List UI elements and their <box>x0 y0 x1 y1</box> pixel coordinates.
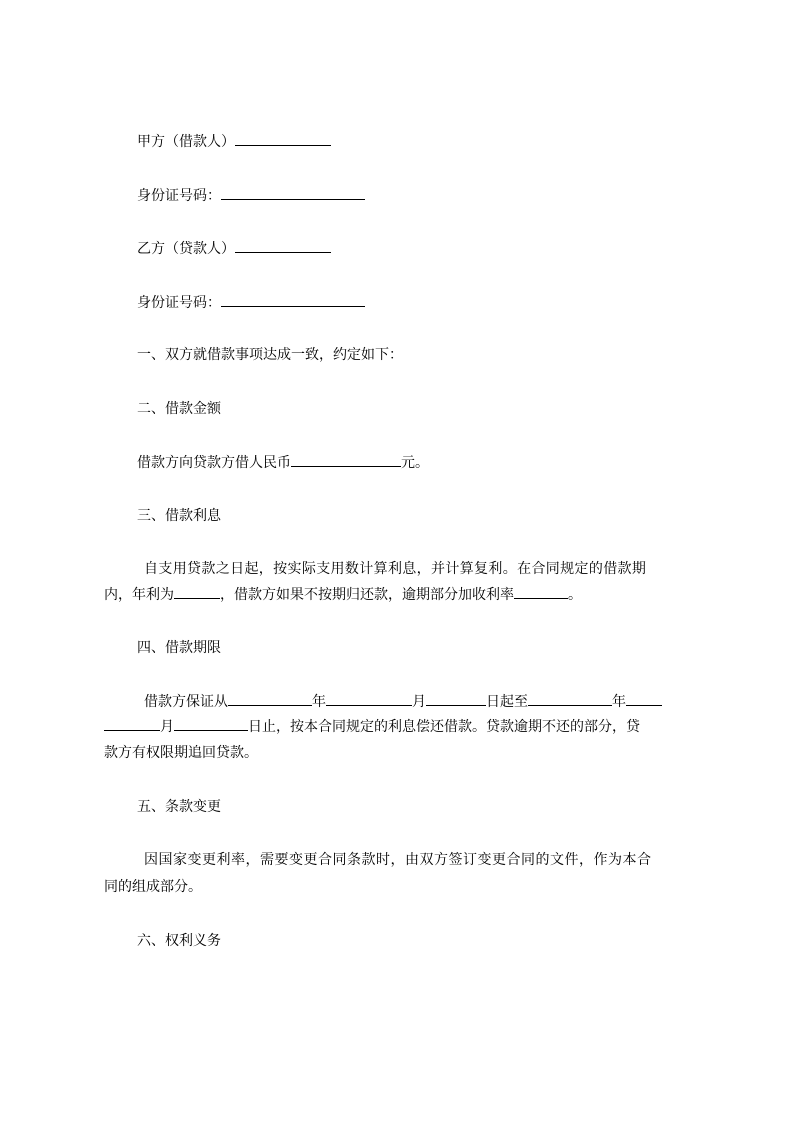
start-month-blank <box>326 691 412 706</box>
loan-amount-blank <box>291 452 401 467</box>
interest-overdue-text: ，借款方如果不按期归还款，逾期部分加收利率 <box>220 587 514 603</box>
section-1-title: 一、双方就借款事项达成一致，约定如下： <box>137 347 403 363</box>
term-from-label: 借款方保证从 <box>144 694 228 710</box>
term-line-3: 款方有权限期追回贷款。 <box>104 745 258 761</box>
section-4-title: 四、借款期限 <box>137 640 221 656</box>
overdue-rate-blank <box>514 584 568 599</box>
end-day-text: 日止，按本合同规定的利息偿还借款。贷款逾期不还的部分，贷 <box>248 719 640 735</box>
section-5-title: 五、条款变更 <box>137 799 221 815</box>
party-a-id-row <box>137 185 365 206</box>
section-2-title: 二、借款金额 <box>137 401 221 417</box>
party-a-row <box>137 131 331 152</box>
end-year-blank <box>528 691 612 706</box>
end-day-blank <box>174 716 248 731</box>
annual-rate-blank <box>174 584 220 599</box>
start-month-label: 月 <box>412 694 426 710</box>
section-6-title: 六、权利义务 <box>137 933 221 949</box>
interest-end: 。 <box>568 587 582 603</box>
interest-line-2 <box>104 584 582 605</box>
party-b-id-label: 身份证号码： <box>137 295 221 311</box>
start-year-blank <box>228 691 312 706</box>
party-a-id-label: 身份证号码： <box>137 188 221 204</box>
party-a-blank <box>235 131 331 146</box>
party-b-label: 乙方（贷款人） <box>137 241 235 257</box>
change-line-1: 因国家变更利率，需要变更合同条款时，由双方签订变更合同的文件，作为本合 <box>144 852 652 868</box>
interest-line-1: 自支用贷款之日起，按实际支用数计算利息，并计算复利。在合同规定的借款期 <box>144 561 647 577</box>
end-month-blank-cont <box>104 716 160 731</box>
end-month-label: 月 <box>160 719 174 735</box>
end-month-blank-start <box>626 691 662 706</box>
party-a-id-blank <box>221 185 365 200</box>
loan-amount-row <box>137 452 429 473</box>
start-year-label: 年 <box>312 694 326 710</box>
section-3-title: 三、借款利息 <box>137 508 221 524</box>
loan-amount-text: 借款方向贷款方借人民币 <box>137 455 291 471</box>
loan-amount-unit: 元。 <box>401 455 429 471</box>
interest-annual-label: 内，年利为 <box>104 587 174 603</box>
end-year-label: 年 <box>612 694 626 710</box>
party-b-blank <box>235 238 331 253</box>
party-b-row <box>137 238 331 259</box>
party-b-id-row <box>137 292 365 313</box>
start-day-label: 日起至 <box>486 694 528 710</box>
party-a-label: 甲方（借款人） <box>137 134 235 150</box>
start-day-blank <box>426 691 486 706</box>
party-b-id-blank <box>221 292 365 307</box>
term-line-1 <box>144 691 662 712</box>
term-line-2 <box>104 716 640 737</box>
change-line-2: 同的组成部分。 <box>104 879 202 895</box>
